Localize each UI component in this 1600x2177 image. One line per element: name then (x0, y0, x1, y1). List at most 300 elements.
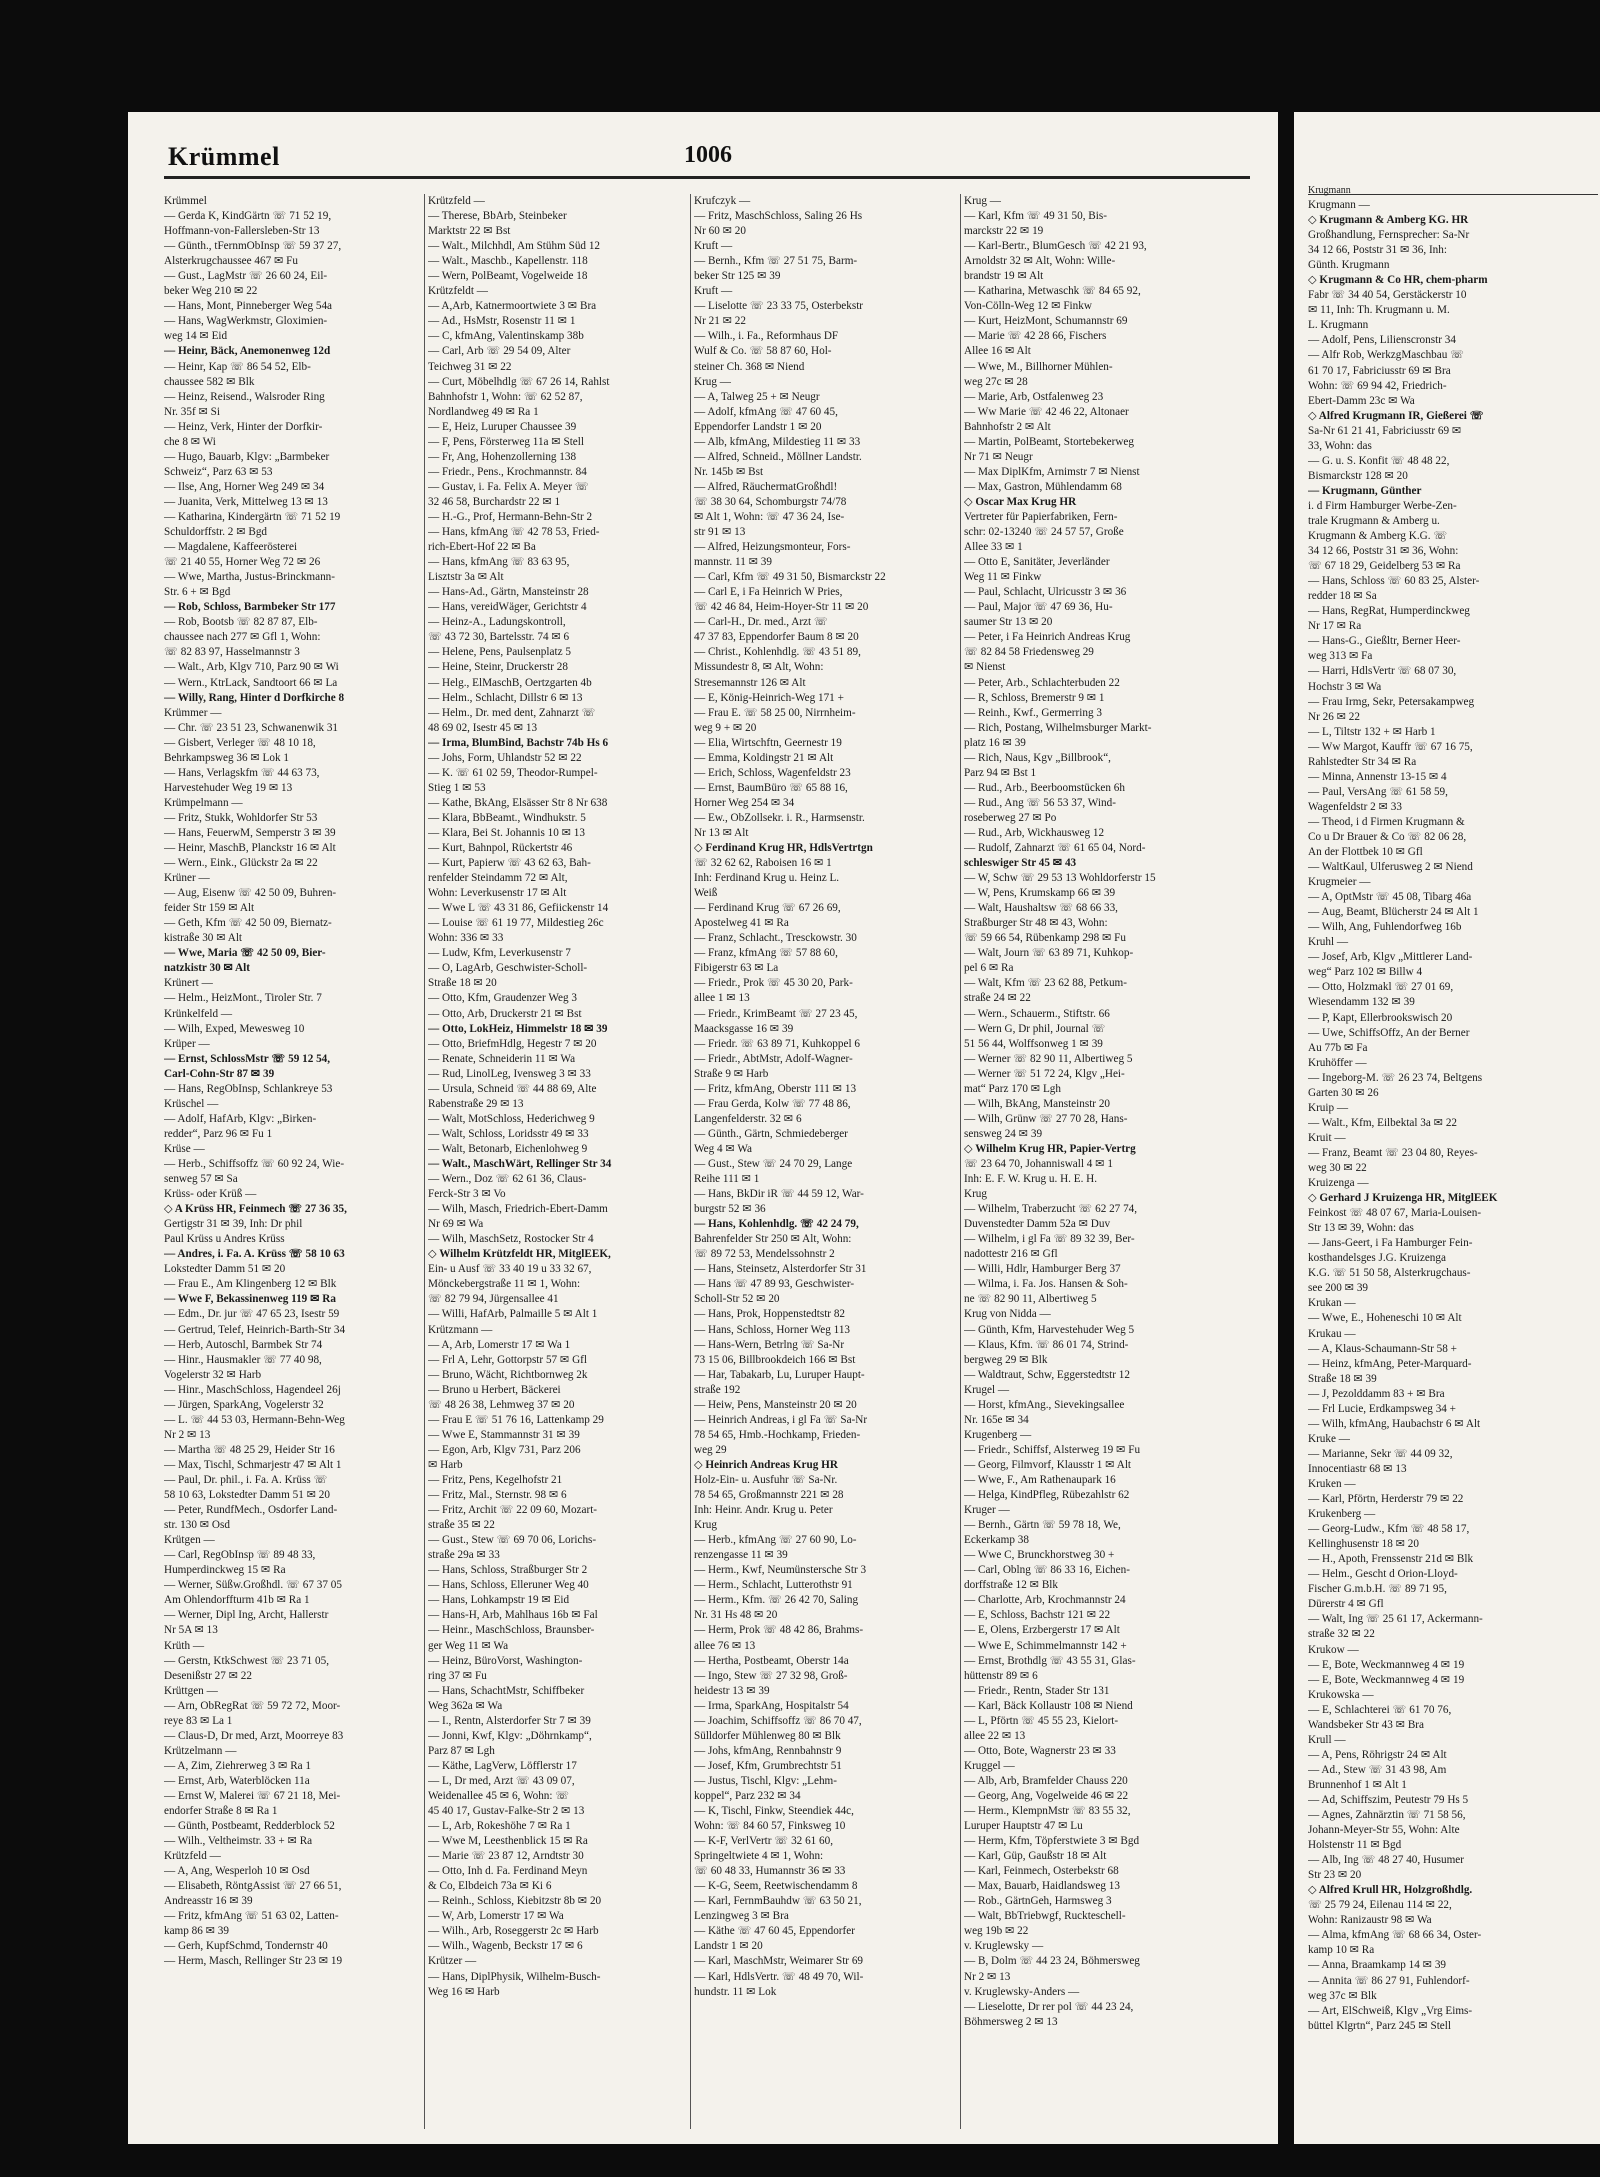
directory-entry-line: — Katharina, Metwaschk ☏ 84 65 92, (964, 285, 1141, 298)
directory-entry-line: Ein- u Ausf ☏ 33 40 19 u 33 32 67, (428, 1263, 592, 1276)
surname-heading: Kruit — (1308, 1131, 1346, 1144)
directory-entry-line: Sülldorfer Mühlenweg 80 ✉ Blk (694, 1729, 841, 1742)
directory-entry-line: Wohn: Ranizaustr 98 ✉ Wa (1308, 1914, 1432, 1927)
directory-entry-line: K.G. ☏ 51 50 58, Alsterkrugchaus- (1308, 1267, 1471, 1280)
directory-entry-line: Stieg 1 ✉ 53 (428, 781, 486, 794)
directory-entry-line: Dürerstr 4 ✉ Gfl (1308, 1598, 1384, 1611)
directory-entry-line: — Otto, Kfm, Graudenzer Weg 3 (428, 992, 577, 1005)
column-divider (960, 194, 961, 2129)
directory-entry-line: — Frau Irmg, Sekr, Petersakampweg (1308, 695, 1475, 708)
directory-entry-line: ◇ Krugmann & Amberg KG. HR (1308, 214, 1469, 227)
directory-entry-line: Bahrenfelder Str 250 ✉ Alt, Wohn: (694, 1233, 852, 1246)
directory-entry-line: — A, Klaus-Schaumann-Str 58 + (1308, 1342, 1457, 1355)
directory-entry-line: — Willy, Rang, Hinter d Dorfkirche 8 (164, 691, 345, 704)
directory-entry-line: — Martha ☏ 48 25 29, Heider Str 16 (164, 1443, 335, 1456)
directory-entry-line: — Heinrich Andreas, i gl Fa ☏ Sa-Nr (694, 1413, 868, 1426)
surname-heading: Krüttgen — (164, 1684, 218, 1697)
directory-entry-line: — Herm, Prok ☏ 48 42 86, Brahms- (694, 1624, 864, 1637)
directory-entry-line: — Günth., tFernmObInsp ☏ 59 37 27, (164, 240, 342, 253)
directory-entry-line: ◇ Heinrich Andreas Krug HR (694, 1458, 838, 1471)
directory-entry-line: — Max, Bauarb, Haidlandsweg 13 (964, 1880, 1120, 1893)
directory-entry-line: — Karl, Kfm ☏ 49 31 50, Bis- (964, 210, 1107, 223)
directory-entry-line: — Hans, Schloss ☏ 60 83 25, Alster- (1308, 575, 1480, 588)
directory-entry-line: Günth. Krugmann (1308, 259, 1390, 272)
directory-entry-line: — Liselotte ☏ 23 33 75, Osterbekstr (694, 300, 864, 313)
directory-entry-line: — Wwe C, Brunckhorstweg 30 + (964, 1549, 1115, 1562)
directory-entry-line: — Reinh., Schloss, Kiebitzstr 8b ✉ 20 (428, 1895, 602, 1908)
surname-heading: Kruggel — (964, 1759, 1015, 1772)
directory-entry-line: — L, Pförtn ☏ 45 55 23, Kielort- (964, 1714, 1119, 1727)
directory-entry-line: — Jürgen, SparkAng, Vogelerstr 32 (164, 1398, 324, 1411)
directory-entry-line: — Ingo, Stew ☏ 27 32 98, Groß- (694, 1669, 848, 1682)
directory-entry-line: — K, Tischl, Finkw, Steendiek 44c, (694, 1805, 854, 1818)
surname-heading: Krufczyk — (694, 195, 751, 207)
directory-entry-line: str 91 ✉ 13 (694, 526, 746, 539)
column-4 (964, 194, 1218, 2030)
directory-entry-line: schleswiger Str 45 ✉ 43 (964, 857, 1077, 870)
directory-entry-line: — Wwe F, Bekassinenweg 119 ✉ Ra (164, 1293, 336, 1306)
directory-entry-line: — Bernh., Kfm ☏ 27 51 75, Barm- (694, 255, 858, 268)
facing-page-header (1308, 180, 1598, 195)
directory-entry-line: Co u Dr Brauer & Co ☏ 82 06 28, (1308, 830, 1467, 843)
directory-entry-line: — Wilh, kfmAng, Haubachstr 6 ✉ Alt (1308, 1417, 1481, 1430)
directory-entry-line: — Ilse, Ang, Horner Weg 249 ✉ 34 (164, 480, 325, 493)
directory-entry-line: burgstr 52 ✉ 36 (694, 1203, 766, 1216)
directory-entry-line: kosthandelsges J.G. Kruizenga (1308, 1252, 1446, 1265)
surname-heading: Krukau — (1308, 1327, 1356, 1340)
directory-entry-line: Str. 6 + ✉ Bgd (164, 586, 231, 599)
directory-entry-line: — Walt, Haushaltsw ☏ 68 66 33, (964, 902, 1118, 915)
directory-entry-line: — Hans, Prok, Hoppenstedtstr 82 (694, 1308, 846, 1321)
directory-entry-line: Nr 26 ✉ 22 (1308, 710, 1360, 723)
directory-entry-line: — Wilh., i. Fa., Reformhaus DF (694, 330, 839, 343)
directory-entry-line: — Max DiplKfm, Arnimstr 7 ✉ Nienst (964, 465, 1140, 478)
directory-entry-line: straße 24 ✉ 22 (964, 992, 1031, 1005)
directory-entry-line: — Peter, Arb., Schlachterbuden 22 (964, 676, 1120, 689)
directory-entry-line: & Co, Elbdeich 73a ✉ Ki 6 (428, 1880, 552, 1893)
directory-entry-line: — Marianne, Sekr ☏ 44 09 32, (1308, 1447, 1453, 1460)
directory-entry-line: — Fritz, Mal., Sternstr. 98 ✉ 6 (428, 1489, 567, 1502)
directory-entry-line: — Wilh, Exped, Mewesweg 10 (164, 1022, 305, 1035)
directory-entry-line: Krug (964, 1188, 987, 1201)
directory-entry-line: ☏ 89 72 53, Mendelssohnstr 2 (694, 1248, 835, 1261)
directory-entry-line: saumer Str 13 ✉ 20 (964, 616, 1053, 629)
directory-entry-line: — Ernst, Brothdlg ☏ 43 55 31, Glas- (964, 1654, 1136, 1667)
directory-entry-line: — Gust., Stew ☏ 24 70 29, Lange (694, 1158, 853, 1170)
directory-entry-line: — Marie, Arb, Ostfalenweg 23 (964, 390, 1104, 403)
directory-entry-line: redder 18 ✉ Sa (1308, 590, 1377, 603)
directory-entry-line: platz 16 ✉ 39 (964, 736, 1026, 749)
directory-entry-line: — Karl, HdlsVertr. ☏ 48 49 70, Wil- (694, 1970, 864, 1983)
directory-entry-line: — R, Schloss, Bremerstr 9 ✉ 1 (964, 691, 1105, 704)
directory-entry-line: ☏ 43 72 30, Bartelsstr. 74 ✉ 6 (428, 631, 570, 644)
directory-entry-line: — Ingeborg-M. ☏ 26 23 74, Beltgens (1308, 1071, 1483, 1084)
directory-entry-line: i. d Firm Hamburger Werbe-Zen- (1308, 499, 1457, 512)
directory-entry-line: — Helm., HeizMont., Tiroler Str. 7 (164, 992, 322, 1005)
directory-entry-line: — L, Dr med, Arzt ☏ 43 09 07, (428, 1774, 575, 1787)
directory-entry-line: — Agnes, Zahnärztin ☏ 71 58 56, (1308, 1809, 1466, 1822)
surname-heading: Krukan — (1308, 1297, 1356, 1310)
directory-entry-line: — Hertha, Postbeamt, Oberstr 14a (694, 1654, 849, 1667)
directory-entry-line: Weidenallee 45 ✉ 6, Wohn: ☏ (428, 1789, 570, 1802)
directory-entry-line: Andreasstr 16 ✉ 39 (164, 1895, 253, 1908)
directory-entry-line: — Paul, Dr. phil., i. Fa. A. Krüss ☏ (164, 1473, 328, 1486)
directory-entry-line: Mönckebergstraße 11 ✉ 1, Wohn: (428, 1278, 581, 1291)
directory-entry-line: weg 9 + ✉ 20 (694, 721, 757, 734)
directory-entry-line: — Elisabeth, RöntgAssist ☏ 27 66 51, (164, 1880, 342, 1893)
directory-entry-line: Springeltwiete 4 ✉ 1, Wohn: (694, 1850, 824, 1863)
directory-entry-line: — Hans, RegRat, Humperdinckweg (1308, 605, 1470, 618)
directory-entry-line: Nr 21 ✉ 22 (694, 315, 746, 328)
directory-entry-line: — Kurt, Papierw ☏ 43 62 63, Bah- (428, 857, 591, 870)
directory-entry-line: — Walt., Maschb., Kapellenstr. 118 (428, 255, 588, 268)
directory-entry-line: — Rob, Bootsb ☏ 82 87 87, Elb- (164, 616, 318, 629)
directory-entry-line: — Bruno u Herbert, Bäckerei (428, 1383, 561, 1396)
directory-entry-line: 33, Wohn: das (1308, 439, 1372, 452)
directory-entry-line: — Hans, Verlagskfm ☏ 44 63 73, (164, 766, 320, 779)
directory-entry-line: büttel Klgrtn“, Parz 245 ✉ Stell (1308, 2019, 1451, 2032)
directory-entry-line: — Peter, i Fa Heinrich Andreas Krug (964, 631, 1131, 644)
directory-entry-line: — Werner, Süßw.Großhdl. ☏ 67 37 05 (164, 1579, 342, 1592)
directory-entry-line: — Joachim, Schiffsoffz ☏ 86 70 47, (694, 1714, 862, 1727)
directory-entry-line: 78 54 65, Großmannstr 221 ✉ 28 (694, 1489, 844, 1502)
directory-entry-line: kamp 86 ✉ 39 (164, 1925, 229, 1938)
directory-entry-line: — Herm., KlempnMstr ☏ 83 55 32, (964, 1805, 1131, 1818)
directory-entry-line: — Ww Margot, Kauffr ☏ 67 16 75, (1308, 740, 1473, 753)
directory-entry-line: — Johs, Form, Uhlandstr 52 ✉ 22 (428, 751, 582, 764)
directory-entry-line: — Wilh, Grünw ☏ 27 70 28, Hans- (964, 1112, 1128, 1125)
directory-entry-line: — Rud, LinolLeg, Ivensweg 3 ✉ 33 (428, 1067, 591, 1080)
directory-entry-line: — Willi, HafArb, Palmaille 5 ✉ Alt 1 (428, 1308, 598, 1321)
directory-entry-line: marckstr 22 ✉ 19 (964, 225, 1044, 238)
directory-entry-line: — Hans, Mont, Pinneberger Weg 54a (164, 300, 333, 313)
directory-entry-line: reye 83 ✉ La 1 (164, 1714, 233, 1727)
surname-heading: Kruger — (964, 1504, 1010, 1517)
directory-entry-line: — Klaus, Kfm. ☏ 86 01 74, Strind- (964, 1338, 1129, 1351)
directory-entry-line: senweg 57 ✉ Sa (164, 1173, 238, 1186)
directory-entry-line: Schuldorffstr. 2 ✉ Bgd (164, 526, 268, 539)
surname-heading: Krüschel — (164, 1097, 219, 1110)
directory-entry-line: — Art, ElSchweiß, Klgv „Vrg Eims- (1308, 2004, 1473, 2017)
directory-entry-line: — Carl, Kfm ☏ 49 31 50, Bismarckstr 22 (694, 571, 886, 584)
directory-entry-line: Nr. 145b ✉ Bst (694, 465, 764, 478)
directory-entry-line: mannstr. 11 ✉ 39 (694, 556, 772, 569)
directory-entry-line: ◇ Ferdinand Krug HR, HdlsVertrtgn (694, 842, 873, 855)
directory-entry-line: — Hugo, Bauarb, Klgv: „Barmbeker (164, 450, 330, 463)
directory-entry-line: — G. u. S. Konfit ☏ 48 48 22, (1308, 454, 1450, 467)
directory-entry-line: Nr 13 ✉ Alt (694, 826, 749, 839)
directory-entry-line: — Otto, Bote, Wagnerstr 23 ✉ 33 (964, 1744, 1116, 1757)
directory-entry-line: — Fritz, Pens, Kegelhofstr 21 (428, 1473, 563, 1486)
directory-entry-line: Wiesendamm 132 ✉ 39 (1308, 996, 1415, 1009)
directory-entry-line: — Heiw, Pens, Mansteinstr 20 ✉ 20 (694, 1398, 857, 1411)
surname-heading: Krützmann — (428, 1323, 493, 1336)
directory-entry-line: ☏ 32 62 62, Raboisen 16 ✉ 1 (694, 857, 832, 870)
directory-entry-line: Am Ohlendorffturm 41b ✉ Ra 1 (164, 1594, 310, 1607)
directory-entry-line: — E, Olens, Erzbergerstr 17 ✉ Alt (964, 1624, 1120, 1637)
directory-entry-line: — Wilh, Masch, Friedrich-Ebert-Damm (428, 1203, 608, 1216)
directory-entry-line: Fibigerstr 63 ✉ La (694, 962, 779, 975)
directory-entry-line: — Magdalene, Kaffeerösterei (164, 541, 298, 554)
surname-heading: Krukowska — (1308, 1688, 1374, 1701)
directory-entry-line: — Kurt, Bahnpol, Rückertstr 46 (428, 842, 573, 855)
directory-entry-line: — Otto E, Sanitäter, Jeverländer (964, 556, 1110, 569)
directory-entry-line: Bismarckstr 128 ✉ 20 (1308, 469, 1408, 482)
directory-entry-line: — Alma, kfmAng ☏ 68 66 34, Oster- (1308, 1929, 1482, 1942)
directory-entry-line: Hochstr 3 ✉ Wa (1308, 680, 1382, 693)
directory-entry-line: chaussee 582 ✉ Blk (164, 375, 255, 388)
directory-entry-line: — Hans, Schloss, Straßburger Str 2 (428, 1564, 588, 1577)
directory-entry-line: — Hans, FeuerwM, Semperstr 3 ✉ 39 (164, 826, 336, 839)
directory-entry-line: — Heinr, MaschB, Planckstr 16 ✉ Alt (164, 842, 336, 855)
directory-entry-line: dorffstraße 12 ✉ Blk (964, 1579, 1058, 1592)
directory-entry-line: — Hans-Ad., Gärtn, Mansteinstr 28 (428, 586, 589, 599)
directory-entry-line: — Friedr. ☏ 63 89 71, Kuhkoppel 6 (694, 1037, 860, 1050)
directory-entry-line: — A,Arb, Katnermoortwiete 3 ✉ Bra (428, 300, 597, 313)
directory-entry-line: 51 56 44, Wolffsonweg 1 ✉ 39 (964, 1037, 1103, 1050)
directory-entry-line: Vertreter für Papierfabriken, Fern- (964, 510, 1118, 523)
directory-entry-line: Eppendorfer Landstr 1 ✉ 20 (694, 420, 822, 433)
surname-heading: Krümmer — (164, 706, 222, 719)
directory-entry-line: — Uwe, SchiffsOffz, An der Berner (1308, 1026, 1470, 1039)
directory-entry-line: 48 69 02, Isestr 45 ✉ 13 (428, 721, 538, 734)
directory-entry-line: Bahnhofstr 2 ✉ Alt (964, 420, 1051, 433)
column-1 (164, 194, 418, 1970)
directory-entry-line: schr: 02-13240 ☏ 24 57 57, Große (964, 526, 1124, 539)
directory-entry-line: Straße 9 ✉ Harb (694, 1067, 769, 1080)
directory-entry-line: — Hans-G., Gießltr, Berner Heer- (1308, 635, 1461, 648)
directory-entry-line: Inh: Ferdinand Krug u. Heinz L. (694, 872, 840, 885)
directory-entry-line: beker Weg 210 ✉ 22 (164, 285, 258, 298)
directory-entry-line: — Hans, Schloss, Horner Weg 113 (694, 1323, 851, 1336)
directory-entry-line: — Wilh., Veltheimstr. 33 + ✉ Ra (164, 1835, 313, 1848)
directory-entry-line: heidestr 13 ✉ 39 (694, 1684, 770, 1697)
directory-entry-line: — Reinh., Kwf., Germerring 3 (964, 706, 1102, 719)
directory-entry-line: Luruper Hauptstr 47 ✉ Lu (964, 1820, 1083, 1833)
directory-entry-line: — Elia, Wirtschftn, Geernestr 19 (694, 736, 842, 749)
surname-heading: Kruke — (1308, 1432, 1350, 1445)
directory-entry-line: 45 40 17, Gustav-Falke-Str 2 ✉ 13 (428, 1805, 585, 1818)
directory-entry-line: Wandsbeker Str 43 ✉ Bra (1308, 1718, 1424, 1731)
directory-entry-line: L. Krugmann (1308, 319, 1369, 332)
directory-entry-line: ✉ Harb (428, 1458, 463, 1471)
directory-entry-line: — Egon, Arb, Klgv 731, Parz 206 (428, 1443, 581, 1456)
directory-entry-line: — Aug, Eisenw ☏ 42 50 09, Buhren- (164, 887, 337, 900)
directory-entry-line: — Günth., Gärtn, Schmiedeberger (694, 1127, 848, 1140)
directory-entry-line: — Paul, Schlacht, Ulricusstr 3 ✉ 36 (964, 586, 1127, 599)
directory-entry-line: — Heinz, Verk, Hinter der Dorfkir- (164, 420, 323, 433)
directory-entry-line: 73 15 06, Billbrookdeich 166 ✉ Bst (694, 1353, 856, 1366)
directory-entry-line: Allee 33 ✉ 1 (964, 541, 1023, 554)
directory-entry-line: Carl-Cohn-Str 87 ✉ 39 (164, 1067, 275, 1080)
directory-entry-line: — Fritz, Stukk, Wohldorfer Str 53 (164, 811, 318, 824)
directory-entry-line: Straße 18 ✉ 20 (428, 977, 497, 990)
directory-entry-line: — Wwe, M., Billhorner Mühlen- (964, 360, 1113, 373)
directory-entry-line: — K. ☏ 61 02 59, Theodor-Rumpel- (428, 766, 598, 779)
directory-entry-line: — Irma, SparkAng, Hospitalstr 54 (694, 1699, 849, 1712)
directory-entry-line: — Edm., Dr. jur ☏ 47 65 23, Isestr 59 (164, 1308, 340, 1321)
directory-entry-line: — Ww Marie ☏ 42 46 22, Altonaer (964, 405, 1129, 418)
directory-entry-line: rich-Ebert-Hof 22 ✉ Ba (428, 541, 536, 554)
directory-entry-line: — Wwe M, Leesthenblick 15 ✉ Ra (428, 1835, 588, 1848)
directory-entry-line: Wohn: 336 ✉ 33 (428, 932, 504, 945)
surname-heading: Kruft — (694, 240, 733, 253)
directory-entry-line: weg 313 ✉ Fa (1308, 650, 1373, 663)
directory-entry-line: Johann-Meyer-Str 55, Wohn: Alte (1308, 1824, 1460, 1837)
directory-entry-line: — Karl-Bertr., BlumGesch ☏ 42 21 93, (964, 240, 1147, 253)
directory-entry-line: Maacksgasse 16 ✉ 39 (694, 1022, 794, 1035)
directory-entry-line: ☏ 25 79 24, Eilenau 114 ✉ 22, (1308, 1899, 1452, 1912)
directory-entry-line: Schweiz“, Parz 63 ✉ 53 (164, 465, 273, 478)
directory-entry-line: — Wwe E, Schimmelmannstr 142 + (964, 1639, 1127, 1652)
surname-heading: Kruip — (1308, 1101, 1349, 1114)
directory-entry-line: 32 46 58, Burchardstr 22 ✉ 1 (428, 495, 561, 508)
directory-entry-line: — WaltKaul, Ulferusweg 2 ✉ Niend (1308, 861, 1473, 874)
column-3 (694, 194, 948, 2000)
surname-heading: Krugmeier — (1308, 876, 1371, 889)
directory-entry-line: nadottestr 216 ✉ Gfl (964, 1248, 1058, 1261)
directory-entry-line: Straße 18 ✉ 39 (1308, 1372, 1377, 1385)
directory-entry-line: ☏ 82 83 97, Hasselmannstr 3 (164, 646, 300, 659)
directory-entry-line: straße 35 ✉ 22 (428, 1519, 495, 1532)
directory-entry-line: — Helm., Schlacht, Dillstr 6 ✉ 13 (428, 691, 583, 704)
directory-entry-line: ☏ 23 64 70, Johanniswall 4 ✉ 1 (964, 1158, 1113, 1170)
surname-heading: Krützer — (428, 1955, 477, 1968)
directory-entry-line: — Hinr., Hausmakler ☏ 77 40 98, (164, 1353, 322, 1366)
directory-entry-line: weg 27c ✉ 28 (964, 375, 1028, 388)
directory-entry-line: — Walt, Schloss, Loridsstr 49 ✉ 33 (428, 1127, 589, 1140)
directory-entry-line: Sa-Nr 61 21 41, Fabriciusstr 69 ✉ (1308, 424, 1462, 437)
directory-entry-line: 47 37 83, Eppendorfer Baum 8 ✉ 20 (694, 631, 859, 644)
directory-entry-line: — Carl, Arb ☏ 29 54 09, Alter (428, 345, 571, 358)
directory-entry-line: Wohn: Leverkusenstr 17 ✉ Alt (428, 887, 567, 900)
directory-entry-line: — Annita ☏ 86 27 91, Fuhlendorf- (1308, 1974, 1470, 1987)
directory-entry-line: — Friedr., Schiffsf, Alsterweg 19 ✉ Fu (964, 1443, 1141, 1456)
directory-entry-line: — Wilh, MaschSetz, Rostocker Str 4 (428, 1233, 594, 1246)
directory-entry-line: Scholl-Str 52 ✉ 20 (694, 1293, 780, 1306)
surname-heading: Krug — (694, 375, 731, 388)
directory-entry-line: — Wwe L ☏ 43 31 86, Gefiickenstr 14 (428, 902, 609, 915)
directory-entry-line: Holstenstr 11 ✉ Bgd (1308, 1839, 1402, 1852)
directory-entry-line: straße 192 (694, 1383, 741, 1396)
directory-entry-line: — Hans, RegObInsp, Schlankreye 53 (164, 1082, 333, 1095)
directory-entry-line: ☏ 48 26 38, Lehmweg 37 ✉ 20 (428, 1398, 575, 1411)
directory-entry-line: — A, Arb, Lomerstr 17 ✉ Wa 1 (428, 1338, 571, 1351)
directory-entry-line: — W, Schw ☏ 29 53 13 Wohldorferstr 15 (964, 872, 1156, 885)
directory-entry-line: — Lieselotte, Dr rer pol ☏ 44 23 24, (964, 2000, 1134, 2013)
directory-entry-line: — Friedr., Pens., Krochmannstr. 84 (428, 465, 587, 478)
directory-entry-line: — Ernst, BaumBüro ☏ 65 88 16, (694, 781, 848, 794)
directory-entry-line: Lenzingweg 3 ✉ Bra (694, 1910, 789, 1923)
column-2 (428, 194, 682, 2000)
directory-entry-line: — Werner ☏ 82 90 11, Albertiweg 5 (964, 1052, 1133, 1065)
directory-entry-line: — L. ☏ 44 53 03, Hermann-Behn-Weg (164, 1413, 345, 1426)
directory-entry-line: — Krugmann, Günther (1308, 484, 1422, 497)
surname-heading: Krüss- oder Krüß — (164, 1188, 257, 1201)
directory-entry-line: Lokstedter Damm 51 ✉ 20 (164, 1263, 286, 1276)
directory-entry-line: ☏ 82 79 94, Jürgensallee 41 (428, 1293, 559, 1306)
directory-entry-line: natzkistr 30 ✉ Alt (164, 962, 250, 975)
directory-entry-line: Fischer G.m.b.H. ☏ 89 71 95, (1308, 1583, 1447, 1596)
directory-entry-line: — Hans, kfmAng ☏ 42 78 53, Fried- (428, 526, 600, 539)
directory-entry-line: ☏ 42 46 84, Heim-Hoyer-Str 11 ✉ 20 (694, 601, 869, 614)
directory-entry-line: ☏ 60 48 33, Humannstr 36 ✉ 33 (694, 1865, 846, 1878)
directory-entry-line: — Ernst W, Malerei ☏ 67 21 18, Mei- (164, 1789, 341, 1802)
surname-heading: Kruft — (694, 285, 733, 298)
directory-entry-line: Brunnenhof 1 ✉ Alt 1 (1308, 1778, 1407, 1791)
directory-entry-line: — Walt., MaschWärt, Rellinger Str 34 (428, 1158, 612, 1170)
directory-entry-line: — L, Tiltstr 132 + ✉ Harb 1 (1308, 725, 1436, 738)
directory-entry-line: ◇ Alfred Krugmann IR, Gießerei ☏ (1308, 409, 1484, 422)
directory-entry-line: — Herm., Schlacht, Lutterothstr 91 (694, 1579, 853, 1592)
directory-entry-line: Harvestehuder Weg 19 ✉ 13 (164, 781, 293, 794)
directory-entry-line: — Günth, Postbeamt, Redderblock 52 (164, 1820, 335, 1833)
directory-entry-line: — Rud., Ang ☏ 56 53 37, Wind- (964, 796, 1116, 809)
directory-entry-line: — Alfred, Schneid., Möllner Landstr. (694, 450, 862, 463)
directory-entry-line: Nr 5A ✉ 13 (164, 1624, 218, 1637)
directory-entry-line: — Max, Tischl, Schmarjestr 47 ✉ Alt 1 (164, 1458, 342, 1471)
directory-entry-line: — Helg., ElMaschB, Oertzgarten 4b (428, 676, 592, 689)
directory-entry-line: — W, Arb, Lomerstr 17 ✉ Wa (428, 1910, 564, 1923)
directory-entry-line: — Marie ☏ 42 28 66, Fischers (964, 330, 1107, 343)
directory-entry-line: — Herm, Kfm, Töpferstwiete 3 ✉ Bgd (964, 1835, 1140, 1848)
directory-entry-line: ◇ Wilhelm Krug HR, Papier-Vertrg (964, 1142, 1136, 1155)
directory-entry-line: Nr. 31 Hs 48 ✉ 20 (694, 1609, 778, 1622)
directory-entry-line: — Rich, Naus, Kgv „Billbrook“, (964, 751, 1111, 764)
directory-entry-line: allee 22 ✉ 13 (964, 1729, 1026, 1742)
directory-entry-line: Weiß (694, 887, 718, 900)
directory-entry-line: — Rud., Arb., Beerboomstücken 6h (964, 781, 1125, 794)
surname-heading: Krugenberg — (964, 1428, 1032, 1441)
directory-entry-line: — E, Bote, Weckmannweg 4 ✉ 19 (1308, 1673, 1465, 1686)
directory-entry-line: — Hans-H, Arb, Mahlhaus 16b ✉ Fal (428, 1609, 598, 1622)
directory-entry-line: — Adolf, kfmAng ☏ 47 60 45, (694, 405, 838, 418)
directory-entry-line: — Ludw, Kfm, Leverkusenstr 7 (428, 947, 571, 960)
directory-entry-line: roseberweg 27 ✉ Po (964, 811, 1057, 824)
directory-entry-line: — Harri, HdlsVertr ☏ 68 07 30, (1308, 665, 1457, 678)
directory-entry-line: — Bruno, Wächt, Richtbornweg 2k (428, 1368, 588, 1381)
directory-entry-line: — W, Pens, Krumskamp 66 ✉ 39 (964, 887, 1116, 900)
surname-heading: Krüth — (164, 1639, 205, 1652)
directory-entry-line: — Franz, Schlacht., Tresckowstr. 30 (694, 932, 857, 945)
directory-entry-line: Nr 2 ✉ 13 (164, 1428, 211, 1441)
directory-entry-line: — Wilh, Ang, Fuhlendorfweg 16b (1308, 921, 1462, 934)
directory-entry-line: Duvenstedter Damm 52a ✉ Duv (964, 1218, 1111, 1231)
directory-entry-line: Desenißstr 27 ✉ 22 (164, 1669, 252, 1682)
directory-entry-line: — Hans-Wern, Betrlng ☏ Sa-Nr (694, 1338, 845, 1351)
directory-entry-line: chaussee nach 277 ✉ Gfl 1, Wohn: (164, 631, 321, 644)
directory-entry-line: — Hans, Steinsetz, Alsterdorfer Str 31 (694, 1263, 867, 1276)
directory-entry-line: — Katharina, Kindergärtn ☏ 71 52 19 (164, 510, 341, 523)
directory-entry-line: Nr. 165e ✉ 34 (964, 1413, 1029, 1426)
directory-entry-line: Teichweg 31 ✉ 22 (428, 360, 512, 373)
directory-entry-line: Wohn: ☏ 84 60 57, Finksweg 10 (694, 1820, 846, 1833)
directory-entry-line: — Claus-D, Dr med, Arzt, Moorreye 83 (164, 1729, 344, 1742)
directory-entry-line: — Ad, Schiffszim, Peutestr 79 Hs 5 (1308, 1793, 1469, 1806)
directory-entry-line: Au 77b ✉ Fa (1308, 1041, 1368, 1054)
directory-entry-line: — Kurt, HeizMont, Schumannstr 69 (964, 315, 1128, 328)
surname-heading: Krünkelfeld — (164, 1007, 233, 1020)
directory-entry-line: Wulf & Co. ☏ 58 87 60, Hol- (694, 345, 832, 358)
directory-entry-line: — P, Kapt, Ellerbrookswisch 20 (1308, 1011, 1453, 1024)
directory-entry-line: — Adolf, HafArb, Klgv: „Birken- (164, 1112, 317, 1125)
directory-entry-line: — Wwe, F., Am Rathenaupark 16 (964, 1473, 1116, 1486)
directory-entry-line: — Justus, Tischl, Klgv: „Lehm- (694, 1774, 837, 1787)
directory-entry-line: — Herb., Schiffsoffz ☏ 60 92 24, Wie- (164, 1158, 345, 1170)
directory-entry-line: — Renate, Schneiderin 11 ✉ Wa (428, 1052, 576, 1065)
directory-entry-line: Nr 69 ✉ Wa (428, 1218, 484, 1231)
surname-heading: Krukenberg — (1308, 1508, 1376, 1521)
